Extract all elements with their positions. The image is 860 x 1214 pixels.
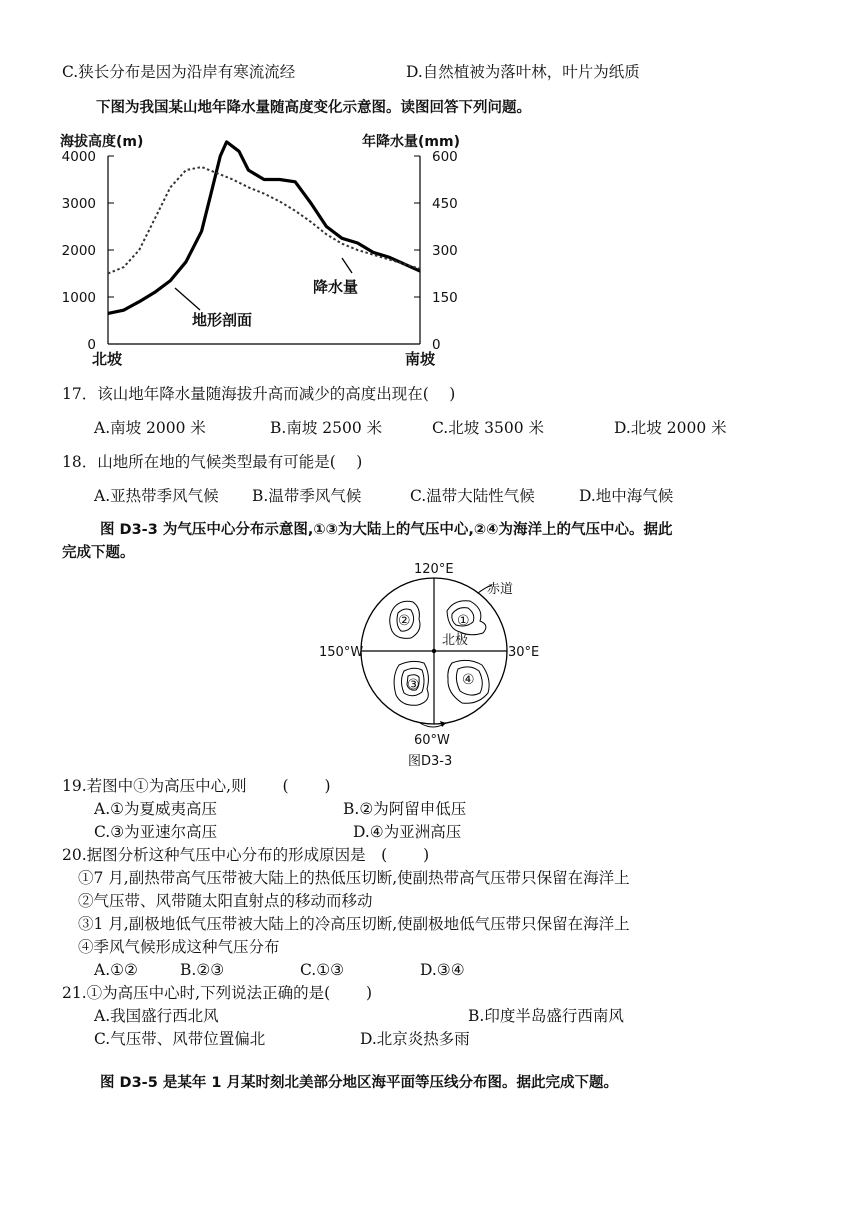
q17-option-c: C.北坡 3500 米	[432, 419, 545, 437]
right-tick-label-1: 450	[432, 196, 458, 212]
q21-option-a: A.我国盛行西北风	[94, 1007, 219, 1025]
pressure-center-diagram	[0, 555, 860, 775]
q16-option-c: C.狭长分布是因为沿岸有寒流流经	[62, 63, 296, 81]
q19-option-b: B.②为阿留申低压	[343, 800, 467, 818]
label-equator: 赤道	[487, 582, 514, 597]
q20-item-2: ②气压带、风带随太阳直射点的移动而移动	[78, 892, 373, 910]
right-tick-label-4: 0	[432, 337, 441, 353]
q21-option-c: C.气压带、风带位置偏北	[94, 1030, 266, 1048]
q16-option-d: D.自然植被为落叶林，叶片为纸质	[406, 63, 640, 81]
q18-option-d: D.地中海气候	[579, 487, 674, 505]
right-tick-label-3: 150	[432, 290, 458, 306]
left-tick-label-4: 0	[87, 337, 96, 353]
q20-option-c: C.①③	[300, 961, 345, 979]
q20-item-4: ④季风气候形成这种气压分布	[78, 938, 280, 956]
left-tick-label-2: 2000	[61, 243, 96, 259]
intro-chart-instructions: 下图为我国某山地年降水量随高度变化示意图。读图回答下列问题。	[96, 100, 531, 116]
label-60W: 60°W	[414, 733, 450, 748]
q20-stem: 20.据图分析这种气压中心分布的形成原因是 ( )	[62, 846, 430, 864]
chart-axes	[108, 156, 420, 344]
label-150W: 150°W	[319, 645, 364, 660]
q18-option-b: B.温带季风气候	[252, 487, 362, 505]
left-tick-label-1: 3000	[61, 196, 96, 212]
series-precipitation	[108, 167, 420, 274]
intro-figure-d35: 图 D3-5 是某年 1 月某时刻北美部分地区海平面等压线分布图。据此完成下题。	[100, 1075, 619, 1091]
q18-stem: 18．山地所在地的气候类型最有可能是( )	[62, 453, 363, 471]
q20-item-3: ③1 月,副极地低气压带被大陆上的冷高压切断,使副极地低气压带只保留在海洋上	[78, 915, 630, 933]
figure-caption: 图D3-3	[408, 754, 453, 769]
q19-option-d: D.④为亚洲高压	[353, 823, 462, 841]
intro-figure-d33-line2: 完成下题。	[62, 545, 135, 561]
q18-option-c: C.温带大陆性气候	[410, 487, 535, 505]
label-120E: 120°E	[414, 562, 454, 577]
q17-option-b: B.南坡 2500 米	[270, 419, 383, 437]
q21-stem: 21.①为高压中心时,下列说法正确的是( )	[62, 984, 373, 1002]
x-label-south: 南坡	[405, 350, 436, 368]
q18-option-a: A.亚热带季风气候	[94, 487, 219, 505]
q19-stem: 19.若图中①为高压中心,则 ( )	[62, 777, 331, 795]
right-tick-label-2: 300	[432, 243, 458, 259]
center-1: ①	[457, 613, 470, 629]
q20-item-1: ①7 月,副热带高气压带被大陆上的热低压切断,使副热带高气压带只保留在海洋上	[78, 869, 630, 887]
q20-option-a: A.①②	[94, 961, 138, 979]
label-30E: 30°E	[508, 645, 540, 660]
y-left-axis-label: 海拔高度(m)	[60, 134, 144, 150]
intro-figure-d33-line1: 图 D3-3 为气压中心分布示意图,①③为大陆上的气压中心,②④为海洋上的气压中心。据此	[100, 522, 673, 538]
right-tick-label-0: 600	[432, 149, 458, 165]
x-label-north: 北坡	[92, 350, 123, 368]
q17-option-d: D.北坡 2000 米	[614, 419, 727, 437]
q20-option-b: B.②③	[180, 961, 225, 979]
q21-option-b: B.印度半岛盛行西南风	[468, 1007, 624, 1025]
left-ticks	[62, 149, 114, 353]
series-label-precip: 降水量	[313, 278, 359, 296]
leader-terrain	[175, 288, 200, 310]
q21-option-d: D.北京炎热多雨	[360, 1030, 470, 1048]
center-2: ②	[398, 613, 411, 629]
left-tick-label-0: 4000	[61, 149, 96, 165]
series-label-terrain: 地形剖面	[192, 311, 253, 329]
center-3: ③	[407, 677, 420, 693]
y-right-axis-label: 年降水量(mm)	[362, 134, 460, 150]
leader-precip	[342, 258, 352, 273]
label-north-pole: 北极	[442, 633, 469, 648]
center-4: ④	[462, 672, 475, 688]
series-terrain-profile	[108, 142, 420, 314]
q17-stem: 17．该山地年降水量随海拔升高而减少的高度出现在( )	[62, 385, 456, 403]
altitude-precipitation-chart	[0, 120, 860, 380]
q17-option-a: A.南坡 2000 米	[94, 419, 206, 437]
q19-option-a: A.①为夏威夷高压	[94, 800, 218, 818]
q20-option-d: D.③④	[420, 961, 465, 979]
q19-option-c: C.③为亚速尔高压	[94, 823, 218, 841]
left-tick-label-3: 1000	[61, 290, 96, 306]
